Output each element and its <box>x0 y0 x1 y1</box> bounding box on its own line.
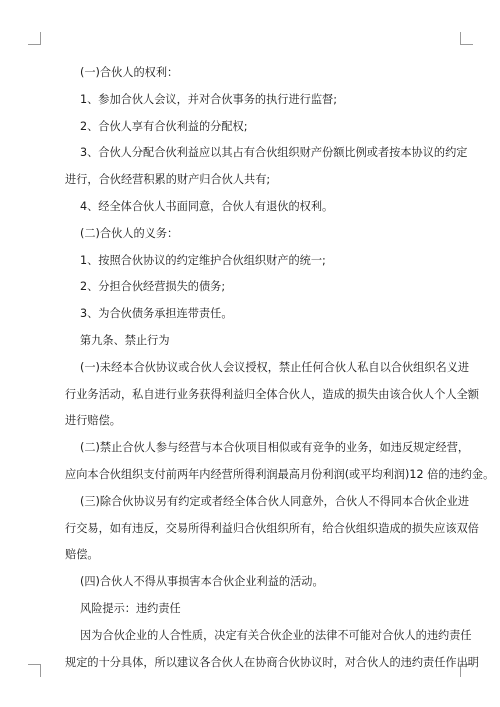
paragraph-line: (四)合伙人不得从事损害本合伙企业利益的活动。 <box>80 575 324 589</box>
paragraph-line: 1、按照合伙协议的约定维护合伙组织财产的统一; <box>80 253 326 267</box>
paragraph-continuation-line: 进行，合伙经营积累的财产归合伙人共有; <box>65 173 271 187</box>
paragraph-continuation-line: 规定的十分具体，所以建议各合伙人在协商合伙协议时，对合伙人的违约责任作出明 <box>65 655 479 669</box>
paragraph-line: 1、参加合伙人会议，并对合伙事务的执行进行监督; <box>80 92 338 106</box>
paragraph-continuation-line: 应向本合伙组织支付前两年内经营所得利润最高月份利润(或平均利润)12 倍的违约金。 <box>65 467 495 481</box>
paragraph-continuation-line: 进行赔偿。 <box>65 414 121 428</box>
crop-mark-top-left <box>28 32 41 45</box>
paragraph-line: 3、合伙人分配合伙利益应以其占有合伙组织财产份额比例或者按本协议的约定 <box>80 146 468 160</box>
paragraph-continuation-line: 行业务活动，私自进行业务获得利益归全体合伙人，造成的损失由该合伙人个人全额 <box>65 387 479 401</box>
paragraph-continuation-line: 赔偿。 <box>65 548 99 562</box>
document-body <box>65 66 495 670</box>
paragraph-line: 第九条、禁止行为 <box>80 333 170 347</box>
paragraph-line: (三)除合伙协议另有约定或者经全体合伙人同意外，合伙人不得同本合伙企业进 <box>80 494 470 508</box>
paragraph-line: 2、分担合伙经营损失的债务; <box>80 280 226 294</box>
crop-mark-bottom-left <box>28 664 41 677</box>
paragraph-line: (一)合伙人的权利： <box>80 66 179 79</box>
paragraph-continuation-line: 行交易，如有违反，交易所得利益归合伙组织所有，给合伙组织造成的损失应该双倍 <box>65 521 479 535</box>
paragraph-line: 4、经全体合伙人书面同意，合伙人有退伙的权利。 <box>80 199 334 213</box>
paragraph-line: (二)合伙人的义务： <box>80 226 179 240</box>
paragraph-line: 2、合伙人享有合伙利益的分配权; <box>80 119 248 133</box>
paragraph-line: (一)未经本合伙协议或合伙人会议授权，禁止任何合伙人私自以合伙组织名义进 <box>80 360 470 374</box>
paragraph-line: 风险提示：违约责任 <box>80 601 181 615</box>
paragraph-line: 因为合伙企业的人合性质，决定有关合伙企业的法律不可能对合伙人的违约责任 <box>80 628 472 642</box>
paragraph-line: (二)禁止合伙人参与经营与本合伙项目相似或有竞争的业务，如违反规定经营， <box>80 441 470 455</box>
paragraph-line: 3、为合伙债务承担连带责任。 <box>80 307 233 321</box>
crop-mark-top-right <box>460 32 473 45</box>
